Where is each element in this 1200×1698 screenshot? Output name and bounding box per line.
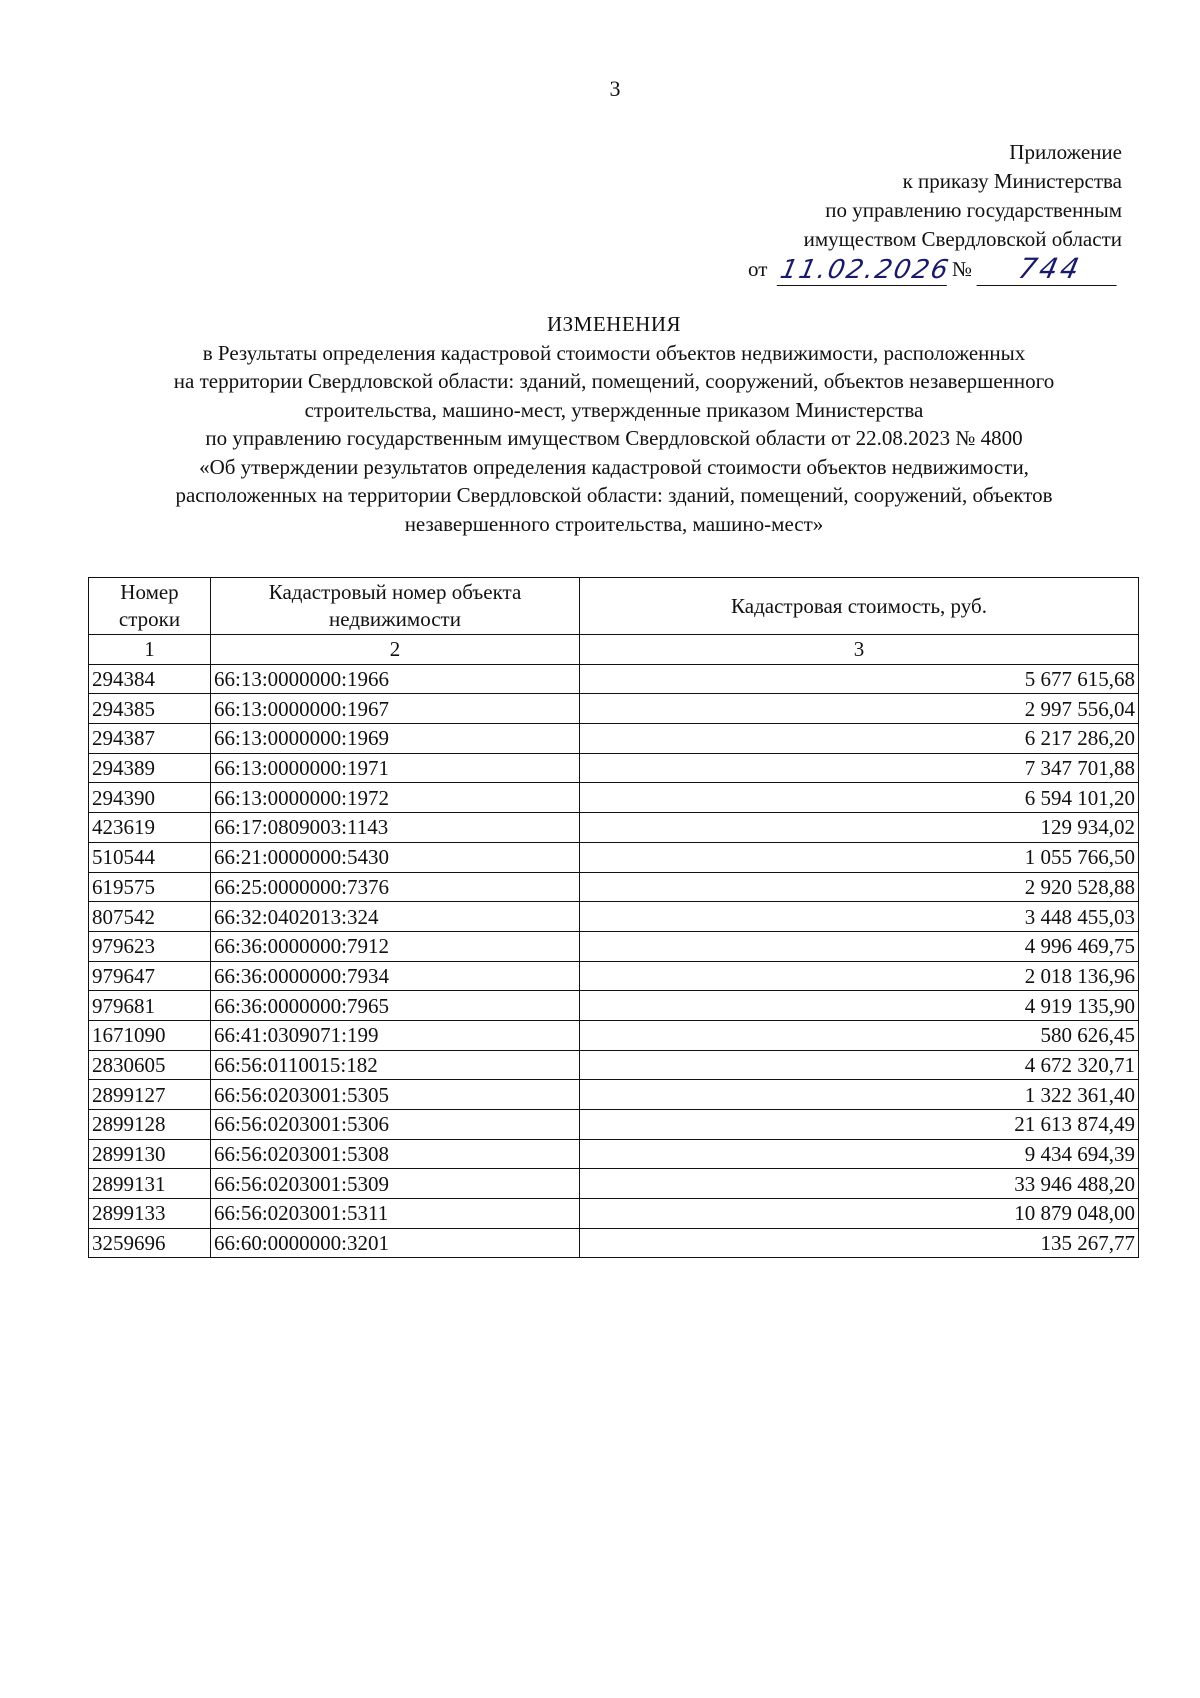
cadastral-table xyxy=(88,577,1139,1258)
header-cadastral-value: Кадастровая стоимость, руб. xyxy=(580,578,1139,635)
row-number-cell: 979681 xyxy=(89,991,211,1021)
title-line-6: расположенных на территории Свердловской области: зданий, помещений, сооружений, объектов xyxy=(175,483,1053,507)
page-number: 3 xyxy=(609,76,621,101)
row-number-cell: 294384 xyxy=(89,664,211,694)
table-row xyxy=(89,1050,1139,1080)
date-prefix: от xyxy=(748,257,768,281)
cadastral-value-cell: 580 626,45 xyxy=(580,1020,1139,1050)
header-cadastral-number-line-2: недвижимости xyxy=(329,607,461,631)
table-row xyxy=(89,931,1139,961)
order-date-number-line xyxy=(742,254,1122,288)
header-row-number-line-2: строки xyxy=(118,607,181,631)
handwritten-date: 11.02.2026 xyxy=(777,255,953,285)
cadastral-number-cell: 66:56:0203001:5309 xyxy=(211,1169,580,1199)
appendix-line-3: по управлению государственным xyxy=(825,198,1122,222)
title-heading: ИЗМЕНЕНИЯ xyxy=(546,312,682,336)
cadastral-number-cell: 66:13:0000000:1972 xyxy=(211,783,580,813)
row-number-cell: 2899127 xyxy=(89,1080,211,1110)
table-row xyxy=(89,1199,1139,1229)
title-line-5: «Об утверждении результатов определения кадастровой стоимости объектов недвижимости, xyxy=(199,454,1029,479)
row-number-cell: 2899130 xyxy=(89,1139,211,1169)
cadastral-number-cell: 66:56:0203001:5311 xyxy=(211,1199,580,1229)
title-line-7: незавершенного строительства, машино-мест» xyxy=(404,511,824,536)
cadastral-value-cell: 135 267,77 xyxy=(580,1228,1139,1258)
cadastral-number-cell: 66:21:0000000:5430 xyxy=(211,842,580,872)
cadastral-number-cell: 66:13:0000000:1966 xyxy=(211,664,580,694)
table-row xyxy=(89,724,1139,754)
cadastral-value-cell: 6 217 286,20 xyxy=(580,724,1139,754)
appendix-line-1: Приложение xyxy=(1009,140,1122,164)
cadastral-value-cell: 4 672 320,71 xyxy=(580,1050,1139,1080)
table-row xyxy=(89,1110,1139,1140)
cadastral-number-cell: 66:13:0000000:1971 xyxy=(211,753,580,783)
title-line-3: строительства, машино-мест, утвержденные приказом Министерства xyxy=(304,397,924,422)
row-number-cell: 979623 xyxy=(89,931,211,961)
cadastral-value-cell: 21 613 874,49 xyxy=(580,1110,1139,1140)
row-number-cell: 423619 xyxy=(89,813,211,843)
title-line-2: на территории Свердловской области: зданий, помещений, сооружений, объектов незавершенного xyxy=(173,369,1055,393)
header-row-number-line-1: Номер xyxy=(120,580,179,604)
table-row xyxy=(89,872,1139,902)
table-row xyxy=(89,902,1139,932)
cadastral-number-cell: 66:60:0000000:3201 xyxy=(211,1228,580,1258)
header-cadastral-number xyxy=(211,578,580,635)
table-row xyxy=(89,1228,1139,1258)
cadastral-number-cell: 66:32:0402013:324 xyxy=(211,902,580,932)
cadastral-value-cell: 3 448 455,03 xyxy=(580,902,1139,932)
cadastral-number-cell: 66:25:0000000:7376 xyxy=(211,872,580,902)
row-number-cell: 294389 xyxy=(89,753,211,783)
row-number-cell: 619575 xyxy=(89,872,211,902)
row-number-cell: 979647 xyxy=(89,961,211,991)
cadastral-value-cell: 1 055 766,50 xyxy=(580,842,1139,872)
document-title xyxy=(0,310,1200,538)
table-row xyxy=(89,842,1139,872)
table-row xyxy=(89,783,1139,813)
table-row xyxy=(89,753,1139,783)
cadastral-number-cell: 66:36:0000000:7934 xyxy=(211,961,580,991)
table-column-number-row xyxy=(89,635,1139,665)
number-prefix: № xyxy=(952,257,973,281)
header-cadastral-number-line-1: Кадастровый номер объекта xyxy=(268,580,522,604)
cadastral-value-cell: 5 677 615,68 xyxy=(580,664,1139,694)
title-line-4: по управлению государственным имуществом Свердловской области от 22.08.2023 № 4800 xyxy=(205,426,1023,450)
table-header-row xyxy=(89,578,1139,635)
row-number-cell: 2830605 xyxy=(89,1050,211,1080)
cadastral-value-cell: 7 347 701,88 xyxy=(580,753,1139,783)
cadastral-number-cell: 66:56:0203001:5305 xyxy=(211,1080,580,1110)
header-row-number xyxy=(89,578,211,635)
cadastral-value-cell: 129 934,02 xyxy=(580,813,1139,843)
row-number-cell: 294387 xyxy=(89,724,211,754)
appendix-block xyxy=(742,138,1122,288)
cadastral-value-cell: 4 919 135,90 xyxy=(580,991,1139,1021)
row-number-cell: 2899131 xyxy=(89,1169,211,1199)
cadastral-value-cell: 4 996 469,75 xyxy=(580,931,1139,961)
table-row xyxy=(89,813,1139,843)
table-row xyxy=(89,1169,1139,1199)
cadastral-value-cell: 6 594 101,20 xyxy=(580,783,1139,813)
cadastral-number-cell: 66:56:0110015:182 xyxy=(211,1050,580,1080)
cadastral-number-cell: 66:41:0309071:199 xyxy=(211,1020,580,1050)
cadastral-number-cell: 66:36:0000000:7965 xyxy=(211,991,580,1021)
row-number-cell: 807542 xyxy=(89,902,211,932)
table-body xyxy=(89,664,1139,1258)
row-number-cell: 1671090 xyxy=(89,1020,211,1050)
table-row xyxy=(89,991,1139,1021)
cadastral-value-cell: 2 018 136,96 xyxy=(580,961,1139,991)
cadastral-value-cell: 1 322 361,40 xyxy=(580,1080,1139,1110)
cadastral-value-cell: 9 434 694,39 xyxy=(580,1139,1139,1169)
column-number-1: 1 xyxy=(89,635,211,665)
table-row xyxy=(89,1080,1139,1110)
table-row xyxy=(89,664,1139,694)
cadastral-value-cell: 33 946 488,20 xyxy=(580,1169,1139,1199)
handwritten-order-number: 744 xyxy=(976,253,1123,286)
table-row xyxy=(89,694,1139,724)
row-number-cell: 294390 xyxy=(89,783,211,813)
table-row xyxy=(89,1020,1139,1050)
row-number-cell: 3259696 xyxy=(89,1228,211,1258)
cadastral-value-cell: 2 997 556,04 xyxy=(580,694,1139,724)
cadastral-number-cell: 66:13:0000000:1969 xyxy=(211,724,580,754)
appendix-line-4: имуществом Свердловской области xyxy=(803,227,1122,251)
cadastral-number-cell: 66:56:0203001:5308 xyxy=(211,1139,580,1169)
table-row xyxy=(89,1139,1139,1169)
row-number-cell: 294385 xyxy=(89,694,211,724)
cadastral-value-cell: 2 920 528,88 xyxy=(580,872,1139,902)
column-number-2: 2 xyxy=(211,635,580,665)
table-row xyxy=(89,961,1139,991)
row-number-cell: 2899133 xyxy=(89,1199,211,1229)
column-number-3: 3 xyxy=(580,635,1139,665)
cadastral-number-cell: 66:13:0000000:1967 xyxy=(211,694,580,724)
title-line-1: в Результаты определения кадастровой стоимости объектов недвижимости, расположенных xyxy=(202,340,1026,365)
row-number-cell: 2899128 xyxy=(89,1110,211,1140)
cadastral-number-cell: 66:17:0809003:1143 xyxy=(211,813,580,843)
appendix-line-2: к приказу Министерства xyxy=(902,169,1122,193)
row-number-cell: 510544 xyxy=(89,842,211,872)
cadastral-number-cell: 66:56:0203001:5306 xyxy=(211,1110,580,1140)
cadastral-value-cell: 10 879 048,00 xyxy=(580,1199,1139,1229)
cadastral-number-cell: 66:36:0000000:7912 xyxy=(211,931,580,961)
